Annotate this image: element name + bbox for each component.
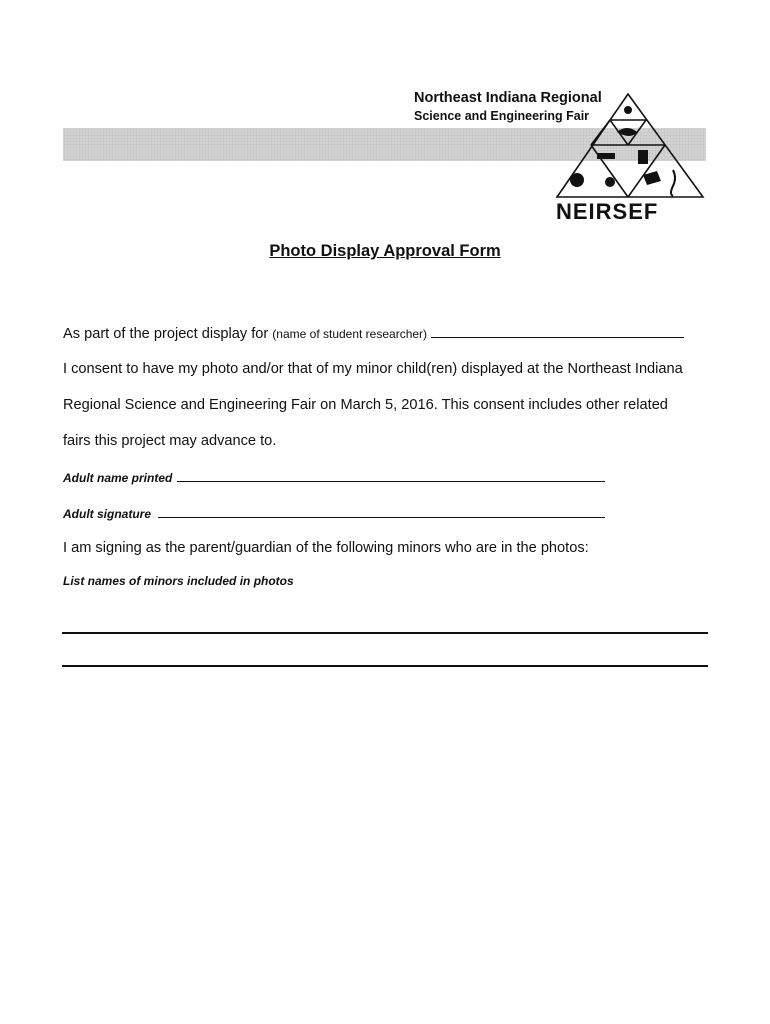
dna-icon bbox=[671, 170, 675, 196]
microscope-icon bbox=[638, 150, 648, 164]
student-name-field[interactable] bbox=[431, 325, 684, 338]
adult-signature-field[interactable] bbox=[158, 505, 605, 518]
consent-line-3: fairs this project may advance to. bbox=[63, 433, 277, 449]
minors-list-label: List names of minors included in photos bbox=[63, 574, 294, 588]
gear-icon bbox=[605, 177, 615, 187]
logo-wordmark: NEIRSEF bbox=[556, 199, 659, 224]
guardian-statement: I am signing as the parent/guardian of the following minors who are in the photos: bbox=[63, 540, 589, 556]
project-display-line bbox=[63, 325, 684, 342]
student-name-hint: (name of student researcher) bbox=[272, 327, 428, 341]
org-name-line2: Science and Engineering Fair bbox=[414, 109, 590, 123]
minors-line-2[interactable] bbox=[62, 665, 708, 667]
atom-icon bbox=[624, 106, 632, 114]
adult-name-row bbox=[63, 469, 605, 487]
consent-line-2: Regional Science and Engineering Fair on March 5, 2016. This consent includes other related bbox=[63, 397, 668, 413]
adult-signature-row bbox=[63, 505, 605, 523]
adult-signature-label: Adult signature bbox=[63, 507, 152, 521]
adult-name-field[interactable] bbox=[177, 469, 605, 482]
form-title: Photo Display Approval Form bbox=[269, 242, 501, 260]
line1-prefix: As part of the project display for bbox=[63, 326, 269, 342]
fossil-icon bbox=[597, 153, 615, 159]
org-name-line1: Northeast Indiana Regional bbox=[414, 90, 602, 106]
head-icon bbox=[570, 173, 584, 187]
adult-name-label: Adult name printed bbox=[63, 471, 173, 485]
minors-line-1[interactable] bbox=[62, 632, 708, 634]
consent-line-1: I consent to have my photo and/or that of my minor child(ren) displayed at the Northeast Indiana bbox=[63, 361, 683, 377]
